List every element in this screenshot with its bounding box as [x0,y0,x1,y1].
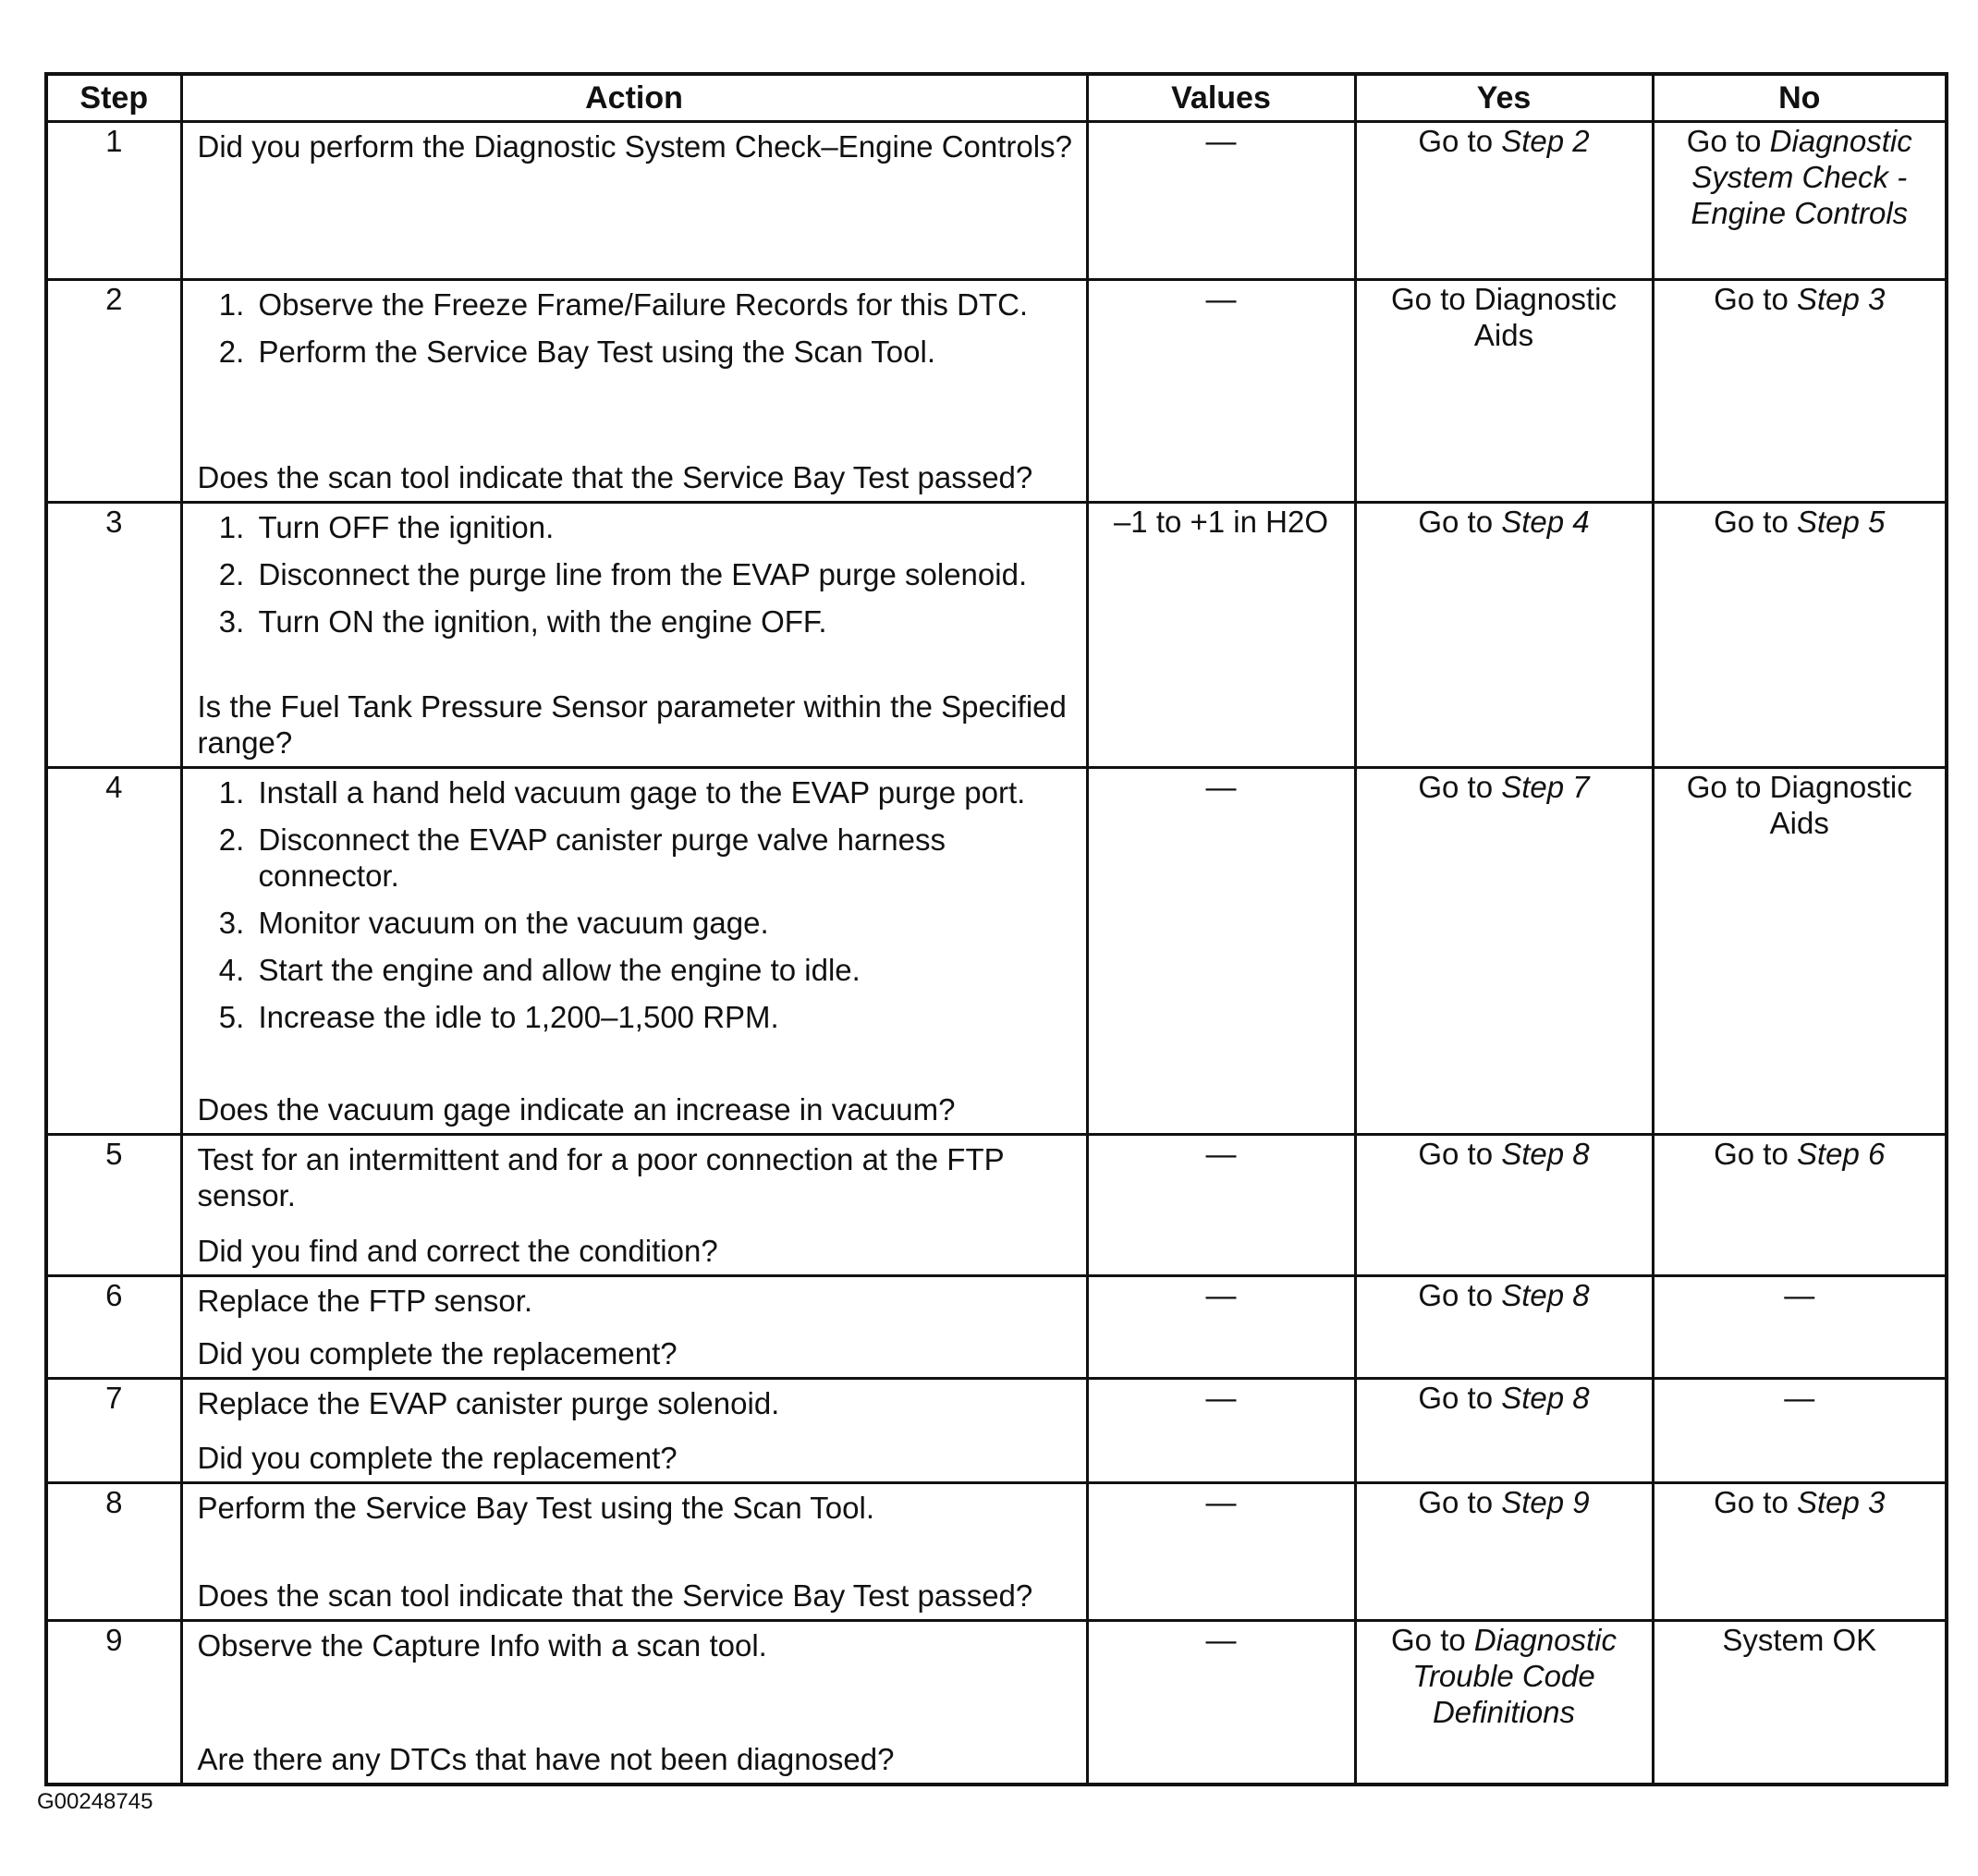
no-cell [1653,1483,1947,1621]
no-reference: Step 3 [1796,282,1886,316]
values-cell: — [1087,768,1355,1135]
action-step-item: 5. Increase the idle to 1,200–1,500 RPM. [253,999,1073,1035]
no-reference: Step 3 [1796,1485,1886,1519]
yes-text: Go to [1418,1137,1502,1171]
yes-cell [1355,1483,1653,1621]
values-cell: — [1087,280,1355,503]
action-instruction: Observe the Capture Info with a scan tool. [197,1628,767,1663]
no-cell [1653,1276,1947,1379]
yes-text: Go to [1418,1485,1502,1519]
header-values: Values [1087,74,1355,122]
no-reference: Diagnostic System Check - Engine Controls [1691,124,1912,230]
table-row [46,503,1947,768]
table-body [46,122,1947,1785]
values-cell: — [1087,1621,1355,1785]
step-number: 4 [46,768,181,1135]
yes-reference: Step 4 [1501,505,1590,539]
action-cell [181,280,1087,503]
action-cell [181,122,1087,280]
action-step-item: 3. Monitor vacuum on the vacuum gage. [253,905,1073,941]
values-cell: — [1087,1483,1355,1621]
yes-reference: Step 8 [1501,1381,1590,1415]
action-question: Is the Fuel Tank Pressure Sensor parameter within the Specified range? [197,689,1067,760]
action-step-item: 2. Perform the Service Bay Test using the Scan Tool. [253,334,1073,370]
yes-reference: Step 2 [1501,124,1590,158]
header-row [46,74,1947,122]
yes-text: Go to [1418,770,1502,804]
table-row [46,768,1947,1135]
no-cell [1653,768,1947,1135]
yes-text: Go to [1418,124,1502,158]
no-reference: Step 5 [1796,505,1886,539]
action-step-item: 4. Start the engine and allow the engine to idle. [253,952,1073,988]
no-cell [1653,503,1947,768]
no-text: Go to [1714,282,1797,316]
yes-text: Go to Diagnostic Aids [1391,282,1617,352]
no-text: Go to [1714,1485,1797,1519]
no-text: Go to [1714,1137,1797,1171]
yes-cell [1355,768,1653,1135]
action-step-item: 1. Observe the Freeze Frame/Failure Records for this DTC. [253,286,1073,323]
action-instruction: Perform the Service Bay Test using the Scan Tool. [197,1491,874,1525]
yes-reference: Step 8 [1501,1137,1590,1171]
no-cell [1653,1135,1947,1276]
step-number: 9 [46,1621,181,1785]
yes-cell [1355,280,1653,503]
table-row [46,1621,1947,1785]
action-steps-list [198,509,1073,640]
action-question: Did you find and correct the condition? [197,1234,718,1268]
table-row [46,1483,1947,1621]
yes-cell [1355,1276,1653,1379]
action-step-item: 3. Turn ON the ignition, with the engine OFF. [253,603,1073,640]
no-text: — [1784,1278,1815,1312]
action-question: Did you perform the Diagnostic System Check–Engine Controls? [197,129,1072,164]
action-question: Are there any DTCs that have not been diagnosed? [197,1742,895,1776]
yes-text: Go to [1391,1623,1474,1657]
header-no: No [1653,74,1947,122]
no-text: — [1784,1381,1815,1415]
no-reference: Step 6 [1796,1137,1886,1171]
action-question: Did you complete the replacement? [197,1336,678,1370]
action-cell [181,1276,1087,1379]
values-cell: — [1087,1276,1355,1379]
action-cell [181,1621,1087,1785]
action-step-item: 1. Install a hand held vacuum gage to the EVAP purge port. [253,774,1073,810]
yes-cell [1355,503,1653,768]
yes-cell [1355,122,1653,280]
no-cell [1653,122,1947,280]
yes-reference: Step 7 [1501,770,1590,804]
yes-text: Go to [1418,505,1502,539]
step-number: 7 [46,1379,181,1483]
action-question: Does the scan tool indicate that the Service Bay Test passed? [197,460,1033,494]
values-cell: –1 to +1 in H2O [1087,503,1355,768]
no-text: Go to [1686,124,1770,158]
action-steps-list [198,286,1073,370]
yes-reference: Diagnostic Trouble Code Definitions [1412,1623,1617,1729]
diagnostic-table [44,72,1948,1786]
action-cell [181,1483,1087,1621]
no-cell [1653,1379,1947,1483]
action-steps-list [198,774,1073,1035]
action-instruction: Test for an intermittent and for a poor connection at the FTP sensor. [197,1142,1005,1212]
no-text: System OK [1722,1623,1877,1657]
step-number: 8 [46,1483,181,1621]
yes-text: Go to [1418,1278,1502,1312]
figure-id: G00248745 [37,1789,153,1814]
step-number: 1 [46,122,181,280]
table-row [46,1379,1947,1483]
action-cell [181,1135,1087,1276]
header-yes: Yes [1355,74,1653,122]
yes-cell [1355,1621,1653,1785]
no-text: Go to Diagnostic Aids [1686,770,1912,840]
no-cell [1653,1621,1947,1785]
action-question: Did you complete the replacement? [197,1441,678,1475]
table-row [46,1135,1947,1276]
values-cell: — [1087,1135,1355,1276]
action-question: Does the scan tool indicate that the Service Bay Test passed? [197,1578,1033,1613]
no-text: Go to [1714,505,1797,539]
yes-cell [1355,1135,1653,1276]
action-step-item: 1. Turn OFF the ignition. [253,509,1073,545]
header-step: Step [46,74,181,122]
yes-text: Go to [1418,1381,1502,1415]
table-row [46,1276,1947,1379]
yes-cell [1355,1379,1653,1483]
table-row [46,122,1947,280]
values-cell: — [1087,1379,1355,1483]
step-number: 6 [46,1276,181,1379]
action-instruction: Replace the FTP sensor. [197,1284,533,1318]
action-question: Does the vacuum gage indicate an increase in vacuum? [197,1092,956,1127]
action-cell [181,503,1087,768]
step-number: 2 [46,280,181,503]
action-cell [181,1379,1087,1483]
action-step-item: 2. Disconnect the purge line from the EVAP purge solenoid. [253,556,1073,592]
step-number: 3 [46,503,181,768]
values-cell: — [1087,122,1355,280]
header-action: Action [181,74,1087,122]
no-cell [1653,280,1947,503]
action-step-item: 2. Disconnect the EVAP canister purge valve harness connector. [253,822,1073,894]
action-instruction: Replace the EVAP canister purge solenoid. [197,1386,780,1420]
yes-reference: Step 9 [1501,1485,1590,1519]
step-number: 5 [46,1135,181,1276]
yes-reference: Step 8 [1501,1278,1590,1312]
action-cell [181,768,1087,1135]
table-row [46,280,1947,503]
